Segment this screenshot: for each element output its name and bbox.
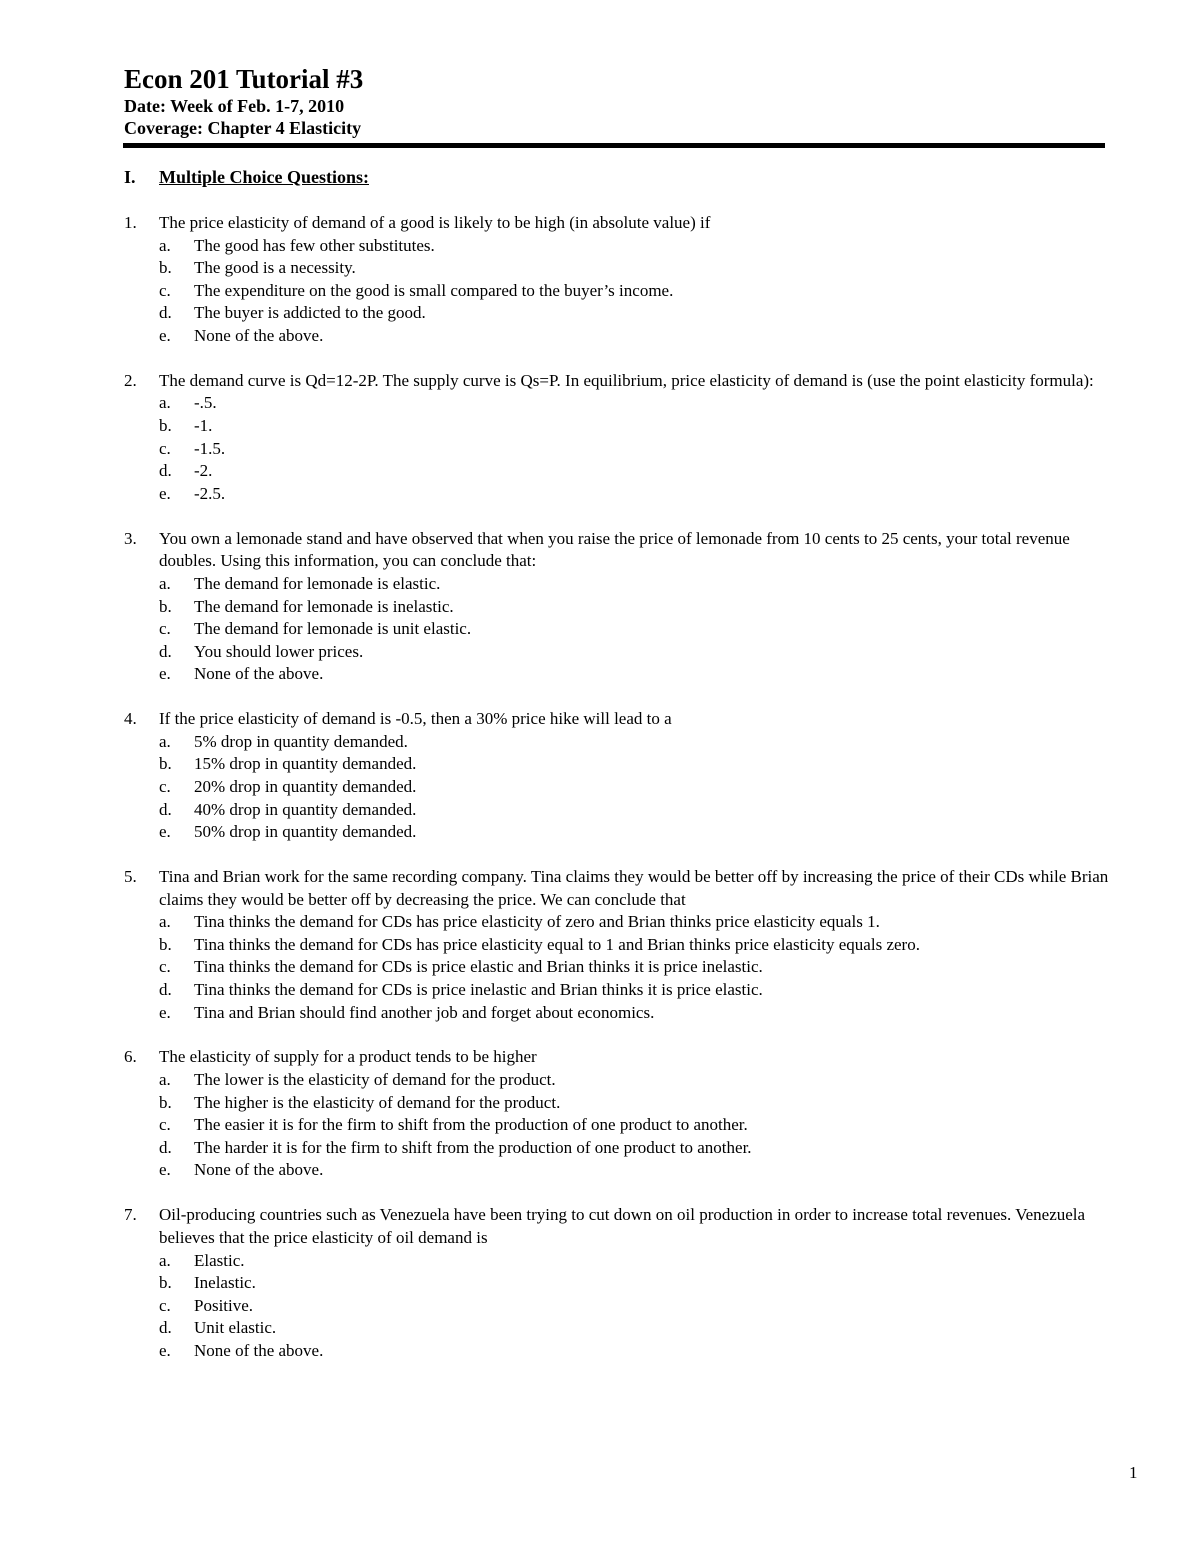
option-letter: a. xyxy=(159,235,171,255)
option-text: Positive. xyxy=(194,1295,254,1315)
option-text: Inelastic. xyxy=(194,1273,256,1293)
option-letter: d. xyxy=(159,1318,172,1338)
option-letter: d. xyxy=(159,1137,172,1157)
answer-option xyxy=(159,618,1124,641)
option-text: None of the above. xyxy=(194,325,324,345)
answer-option xyxy=(159,235,1124,258)
option-text: The good is a necessity. xyxy=(194,258,356,278)
option-text: Tina thinks the demand for CDs has price elasticity of zero and Brian thinks price elasticity equals 1. xyxy=(194,912,880,932)
question-number: 6. xyxy=(124,1047,137,1067)
question-text: The elasticity of supply for a product tends to be higher xyxy=(159,1047,537,1067)
option-text: Tina and Brian should find another job and forget about economics. xyxy=(194,1002,655,1022)
answer-options xyxy=(124,911,1124,1024)
answer-option xyxy=(159,1114,1124,1137)
answer-option xyxy=(159,1250,1124,1273)
option-text: The demand for lemonade is inelastic. xyxy=(194,596,454,616)
option-letter: b. xyxy=(159,416,172,436)
document-coverage: Coverage: Chapter 4 Elasticity xyxy=(124,118,362,138)
document-title: Econ 201 Tutorial #3 xyxy=(124,64,364,94)
option-letter: a. xyxy=(159,1250,171,1270)
option-text: 20% drop in quantity demanded. xyxy=(194,776,417,796)
document-date: Date: Week of Feb. 1-7, 2010 xyxy=(124,96,345,116)
option-text: Tina thinks the demand for CDs is price inelastic and Brian thinks it is price elastic. xyxy=(194,980,763,999)
option-text: -2. xyxy=(194,461,213,481)
answer-option xyxy=(159,799,1124,822)
answer-options xyxy=(124,1069,1124,1182)
option-letter: c. xyxy=(159,1295,171,1315)
option-letter: c. xyxy=(159,776,171,796)
option-letter: e. xyxy=(159,822,171,842)
answer-option xyxy=(159,483,1124,506)
answer-option xyxy=(159,1317,1124,1340)
answer-option xyxy=(159,663,1124,686)
answer-option xyxy=(159,1092,1124,1115)
answer-option xyxy=(159,438,1124,461)
question-text: If the price elasticity of demand is -0.5, then a 30% price hike will lead to a xyxy=(159,709,672,729)
option-letter: e. xyxy=(159,664,171,684)
question-text: Tina and Brian work for the same recording company. Tina claims they would be better off by increasing the price of their CDs while Brian claims they would be better off by decreasing the price. We can conclude that xyxy=(159,867,1109,909)
option-letter: e. xyxy=(159,1340,171,1360)
option-letter: d. xyxy=(159,980,172,999)
option-letter: a. xyxy=(159,1070,171,1090)
option-text: -1.5. xyxy=(194,438,226,458)
option-letter: e. xyxy=(159,1160,171,1180)
answer-option xyxy=(159,280,1124,303)
option-letter: a. xyxy=(159,912,171,932)
answer-option xyxy=(159,573,1124,596)
answer-options xyxy=(124,1250,1124,1363)
answer-option xyxy=(159,753,1124,776)
answer-option xyxy=(159,1295,1124,1318)
answer-option xyxy=(159,641,1124,664)
answer-option xyxy=(159,596,1124,619)
question-number: 2. xyxy=(124,370,137,390)
option-text: None of the above. xyxy=(194,1160,324,1180)
option-text: The demand for lemonade is unit elastic. xyxy=(194,619,472,639)
answer-option xyxy=(159,1272,1124,1295)
option-letter: c. xyxy=(159,1115,171,1135)
option-text: -2.5. xyxy=(194,483,226,503)
question-number: 1. xyxy=(124,213,137,232)
option-letter: a. xyxy=(159,393,171,413)
question-2 xyxy=(124,370,1124,506)
answer-options xyxy=(124,235,1124,348)
option-text: 5% drop in quantity demanded. xyxy=(194,731,408,751)
option-text: 40% drop in quantity demanded. xyxy=(194,799,417,819)
option-text: -.5. xyxy=(194,393,217,413)
option-text: 15% drop in quantity demanded. xyxy=(194,754,417,774)
answer-option xyxy=(159,934,1124,957)
option-letter: e. xyxy=(159,325,171,345)
option-letter: a. xyxy=(159,573,171,593)
option-text: -1. xyxy=(194,416,213,436)
question-3 xyxy=(124,528,1124,686)
answer-option xyxy=(159,1069,1124,1092)
option-letter: c. xyxy=(159,957,171,977)
question-number: 3. xyxy=(124,528,137,548)
option-letter: d. xyxy=(159,461,172,481)
option-text: The lower is the elasticity of demand for the product. xyxy=(194,1070,556,1090)
answer-option xyxy=(159,392,1124,415)
option-text: The demand for lemonade is elastic. xyxy=(194,573,441,593)
answer-option xyxy=(159,731,1124,754)
answer-option xyxy=(159,1159,1124,1182)
answer-options xyxy=(124,573,1124,686)
answer-option xyxy=(159,776,1124,799)
answer-option xyxy=(159,911,1124,934)
answer-option xyxy=(159,1002,1124,1025)
answer-options xyxy=(124,392,1124,505)
option-letter: b. xyxy=(159,596,172,616)
answer-option xyxy=(159,257,1124,280)
option-text: Elastic. xyxy=(194,1250,245,1270)
answer-option xyxy=(159,1340,1124,1363)
question-5 xyxy=(124,866,1124,1024)
option-letter: b. xyxy=(159,934,172,954)
option-text: None of the above. xyxy=(194,1340,324,1360)
option-letter: e. xyxy=(159,483,171,503)
question-text: The price elasticity of demand of a good is likely to be high (in absolute value) if xyxy=(159,213,711,232)
option-letter: c. xyxy=(159,619,171,639)
option-text: 50% drop in quantity demanded. xyxy=(194,822,417,842)
section-title: Multiple Choice Questions: xyxy=(159,167,369,187)
answer-option xyxy=(159,302,1124,325)
question-7 xyxy=(124,1204,1124,1362)
answer-option xyxy=(159,325,1124,348)
question-text: Oil-producing countries such as Venezuela have been trying to cut down on oil production in order to increase total revenues. Venezuela believes that the price elasticity of oil demand is xyxy=(159,1205,1086,1247)
question-list xyxy=(124,212,1124,1385)
option-letter: d. xyxy=(159,303,172,323)
option-text: The buyer is addicted to the good. xyxy=(194,303,426,323)
answer-option xyxy=(159,956,1124,979)
option-text: None of the above. xyxy=(194,664,324,684)
option-letter: c. xyxy=(159,438,171,458)
option-letter: b. xyxy=(159,258,172,278)
header-divider xyxy=(123,143,1105,148)
question-number: 4. xyxy=(124,709,137,729)
option-letter: c. xyxy=(159,280,171,300)
section-number: I. xyxy=(124,167,136,187)
answer-option xyxy=(159,415,1124,438)
option-text: Unit elastic. xyxy=(194,1318,277,1338)
option-letter: b. xyxy=(159,1092,172,1112)
question-4 xyxy=(124,708,1124,844)
option-text: The harder it is for the firm to shift from the production of one product to another. xyxy=(194,1137,752,1157)
option-text: The easier it is for the firm to shift from the production of one product to another. xyxy=(194,1115,748,1135)
question-text: You own a lemonade stand and have observed that when you raise the price of lemonade from 10 cents to 25 cents, your total revenue doubles. Using this information, you can conclude that: xyxy=(159,528,1070,571)
page-number: 1 xyxy=(1129,1463,1138,1482)
question-number: 7. xyxy=(124,1205,137,1225)
option-letter: a. xyxy=(159,731,171,751)
option-text: Tina thinks the demand for CDs has price elasticity equal to 1 and Brian thinks price elasticity equals zero. xyxy=(194,934,920,954)
option-text: The expenditure on the good is small compared to the buyer’s income. xyxy=(194,280,674,300)
answer-option xyxy=(159,821,1124,844)
option-letter: b. xyxy=(159,754,172,774)
answer-option xyxy=(159,460,1124,483)
answer-option xyxy=(159,979,1124,1002)
answer-option xyxy=(159,1137,1124,1160)
question-number: 5. xyxy=(124,867,137,887)
option-text: The higher is the elasticity of demand for the product. xyxy=(194,1092,561,1112)
option-letter: e. xyxy=(159,1002,171,1022)
answer-options xyxy=(124,731,1124,844)
option-text: You should lower prices. xyxy=(194,641,364,661)
question-6 xyxy=(124,1046,1124,1182)
option-letter: d. xyxy=(159,799,172,819)
option-letter: d. xyxy=(159,641,172,661)
option-letter: b. xyxy=(159,1273,172,1293)
option-text: Tina thinks the demand for CDs is price elastic and Brian thinks it is price inelastic. xyxy=(194,957,763,977)
option-text: The good has few other substitutes. xyxy=(194,235,435,255)
question-text: The demand curve is Qd=12-2P. The supply curve is Qs=P. In equilibrium, price elasticity of demand is (use the point elasticity formula): xyxy=(159,370,1094,390)
question-1 xyxy=(124,212,1124,348)
